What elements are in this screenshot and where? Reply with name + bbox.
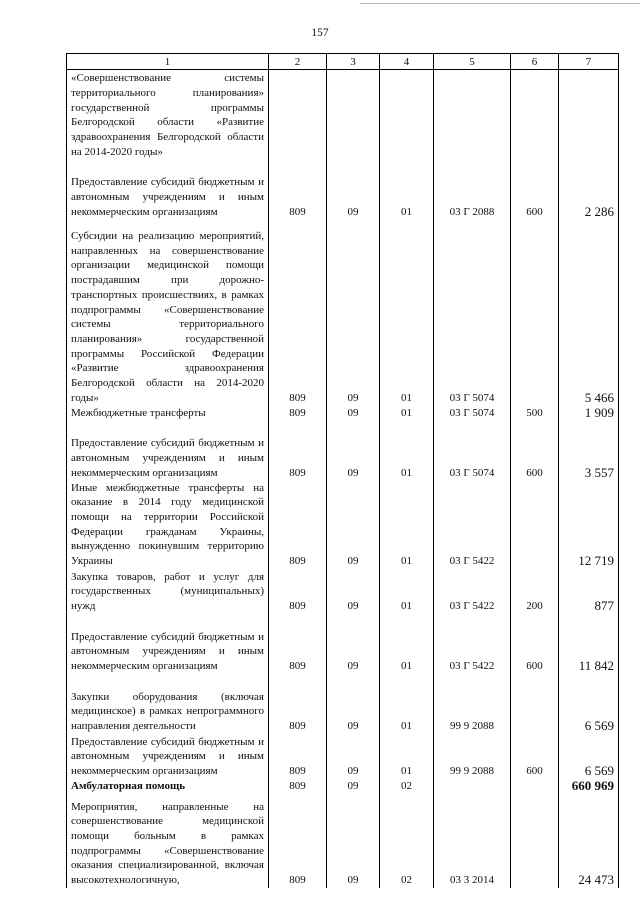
cell-target-article: 99 9 2088 [434,674,511,734]
cell-amount: 1 909 [559,406,619,421]
row-description: Межбюджетные трансферты [67,406,269,421]
cell-ministry-code: 809 [269,734,327,779]
table-row [67,794,619,888]
cell-section-code: 09 [327,160,380,220]
cell-ministry-code: 809 [269,779,327,794]
table-header-row [67,54,619,70]
table-row [67,779,619,794]
page-edge-line [360,3,640,4]
cell-section-code: 09 [327,220,380,406]
cell-expense-type [511,70,559,160]
header-col-6: 6 [511,54,559,70]
cell-expense-type [511,481,559,569]
cell-expense-type [511,220,559,406]
cell-subsection-code: 01 [380,734,434,779]
cell-target-article: 99 9 2088 [434,734,511,779]
cell-section-code: 09 [327,674,380,734]
cell-section-code [327,70,380,160]
header-col-3: 3 [327,54,380,70]
cell-subsection-code: 02 [380,779,434,794]
cell-ministry-code: 809 [269,569,327,614]
cell-target-article [434,779,511,794]
row-description: Предоставление субсидий бюджетным и автономным учреждениям и иным некоммерческим организациям [67,160,269,220]
header-col-7: 7 [559,54,619,70]
cell-expense-type: 500 [511,406,559,421]
header-col-2: 2 [269,54,327,70]
cell-target-article [434,70,511,160]
cell-section-code: 09 [327,421,380,481]
cell-amount: 6 569 [559,734,619,779]
cell-amount: 12 719 [559,481,619,569]
cell-target-article: 03 Г 5422 [434,614,511,674]
header-col-5: 5 [434,54,511,70]
row-description: Закупка товаров, работ и услуг для государственных (муниципальных) нужд [67,569,269,614]
table-row [67,421,619,481]
table-row [67,481,619,569]
table-row [67,734,619,779]
cell-amount: 5 466 [559,220,619,406]
header-col-1: 1 [67,54,269,70]
cell-ministry-code [269,70,327,160]
cell-ministry-code: 809 [269,160,327,220]
cell-section-code: 09 [327,569,380,614]
cell-ministry-code: 809 [269,421,327,481]
cell-subsection-code: 01 [380,220,434,406]
cell-expense-type [511,674,559,734]
cell-section-code: 09 [327,406,380,421]
cell-ministry-code: 809 [269,794,327,888]
cell-section-code: 09 [327,794,380,888]
budget-table [66,53,619,888]
cell-amount: 11 842 [559,614,619,674]
table-row [67,220,619,406]
table-body [67,70,619,888]
table-row [67,160,619,220]
table-row [67,614,619,674]
cell-amount: 3 557 [559,421,619,481]
cell-amount [559,70,619,160]
row-description: Амбулаторная помощь [67,779,269,794]
row-description: Иные межбюджетные трансферты на оказание в 2014 году медицинской помощи на территории Российской Федерации гражданам Украины, вынужденно покинувшим территорию Украины [67,481,269,569]
cell-amount: 2 286 [559,160,619,220]
cell-expense-type: 600 [511,734,559,779]
cell-expense-type [511,794,559,888]
cell-ministry-code: 809 [269,481,327,569]
cell-subsection-code: 01 [380,481,434,569]
cell-section-code: 09 [327,481,380,569]
cell-subsection-code: 01 [380,160,434,220]
cell-target-article: 03 Г 5074 [434,421,511,481]
cell-subsection-code: 01 [380,406,434,421]
cell-subsection-code: 01 [380,421,434,481]
cell-section-code: 09 [327,614,380,674]
cell-expense-type: 200 [511,569,559,614]
cell-target-article: 03 Г 5074 [434,406,511,421]
row-description: Предоставление субсидий бюджетным и автономным учреждениям и иным некоммерческим организациям [67,734,269,779]
cell-expense-type [511,779,559,794]
cell-target-article: 03 Г 5422 [434,481,511,569]
cell-amount: 660 969 [559,779,619,794]
table-row [67,674,619,734]
cell-ministry-code: 809 [269,614,327,674]
table-row [67,569,619,614]
cell-expense-type: 600 [511,421,559,481]
cell-amount: 877 [559,569,619,614]
row-description: Мероприятия, направленные на совершенствование медицинской помощи больным в рамках подпрограммы «Совершенствование оказания специализированной, включая высокотехнологичную, [67,794,269,888]
cell-subsection-code [380,70,434,160]
row-description: Предоставление субсидий бюджетным и автономным учреждениям и иным некоммерческим организациям [67,614,269,674]
cell-subsection-code: 01 [380,569,434,614]
cell-subsection-code: 01 [380,614,434,674]
cell-amount: 6 569 [559,674,619,734]
row-description: Закупки оборудования (включая медицинское) в рамках непрограммного направления деятельности [67,674,269,734]
row-description: «Совершенствование системы территориального планирования» государственной программы Белгородской области «Развитие здравоохранения Белгородской области на 2014-2020 годы» [67,70,269,160]
cell-section-code: 09 [327,779,380,794]
cell-subsection-code: 02 [380,794,434,888]
cell-target-article: 03 3 2014 [434,794,511,888]
cell-section-code: 09 [327,734,380,779]
cell-amount: 24 473 [559,794,619,888]
cell-ministry-code: 809 [269,220,327,406]
header-col-4: 4 [380,54,434,70]
cell-expense-type: 600 [511,614,559,674]
cell-subsection-code: 01 [380,674,434,734]
cell-ministry-code: 809 [269,406,327,421]
row-description: Предоставление субсидий бюджетным и автономным учреждениям и иным некоммерческим организациям [67,421,269,481]
table-row [67,70,619,160]
cell-target-article: 03 Г 5422 [434,569,511,614]
row-description: Субсидии на реализацию мероприятий, направленных на совершенствование организации медицинской помощи пострадавшим при дорожно-транспортных происшествиях, в рамках подпрограммы «Совершенствование системы территориального планирования» государственной программы Российской Федерации «Развитие здравоохранения Белгородской области на 2014-2020 годы» [67,220,269,406]
cell-expense-type: 600 [511,160,559,220]
cell-target-article: 03 Г 2088 [434,160,511,220]
table-row [67,406,619,421]
page-number: 157 [311,27,329,39]
cell-ministry-code: 809 [269,674,327,734]
cell-target-article: 03 Г 5074 [434,220,511,406]
